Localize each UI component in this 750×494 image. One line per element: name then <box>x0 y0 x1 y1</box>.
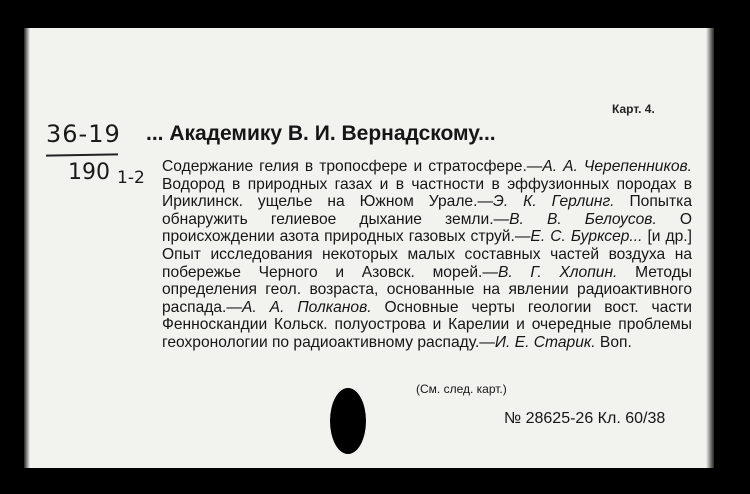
contents-title: Попытка обнаружить гелиевое дыхание земли.— <box>162 193 692 228</box>
card-heading: ... Академику В. И. Вернадскому... <box>146 122 496 145</box>
catalog-number: № 28625-26 Кл. 60/38 <box>504 410 666 427</box>
contents-title: Содержание гелия в тропосфере и стратосфере.— <box>162 158 543 175</box>
contents-title: Водород в природных газах и в частности в эффузионных породах в Ириклинск. ущелье на Южном Урале.— <box>162 175 692 211</box>
card-edge-left <box>24 28 30 468</box>
handwritten-year: 190 <box>68 160 110 185</box>
contents-title: О происхождении азота природных газовых струй.— <box>162 210 692 246</box>
contents-author: Э. К. Герлинг. <box>493 193 615 211</box>
contents-title: [и др.] Опыт исследования некоторых малых составных частей воздуха на побережье Черного и Азовск. морей.— <box>162 228 692 281</box>
contents-author: А. А. Черепенников. <box>542 158 692 175</box>
catalog-card <box>24 28 714 468</box>
contents-paragraph <box>162 158 692 352</box>
card-number: Карт. 4. <box>612 102 655 116</box>
contents-title: Методы определения геол. возраста, основанные на явлении радиоактивного распада.— <box>162 263 693 316</box>
handwritten-issue: 1-2 <box>117 168 145 188</box>
contents-author: В. Г. Хлопин. <box>497 263 618 281</box>
handwritten-code: 36-19 <box>46 120 121 148</box>
handwritten-underline <box>46 153 118 156</box>
continued-note: (См. след. карт.) <box>416 382 507 396</box>
contents-author: В. В. Белоусов. <box>509 210 657 228</box>
contents-title: Воп. <box>595 333 632 351</box>
card-edge-right <box>706 28 714 468</box>
contents-author: И. Е. Старик. <box>494 333 596 351</box>
contents-author: Е. С. Бурксер... <box>530 228 643 246</box>
contents-author: А. А. Полканов. <box>241 298 372 316</box>
punch-hole <box>330 388 366 454</box>
contents-title: Основные черты геологии вост. части Фенноскандии Кольск. полуострова и Карелии и очередные проблемы геохронологии по радиоактивному распаду.— <box>162 298 692 351</box>
